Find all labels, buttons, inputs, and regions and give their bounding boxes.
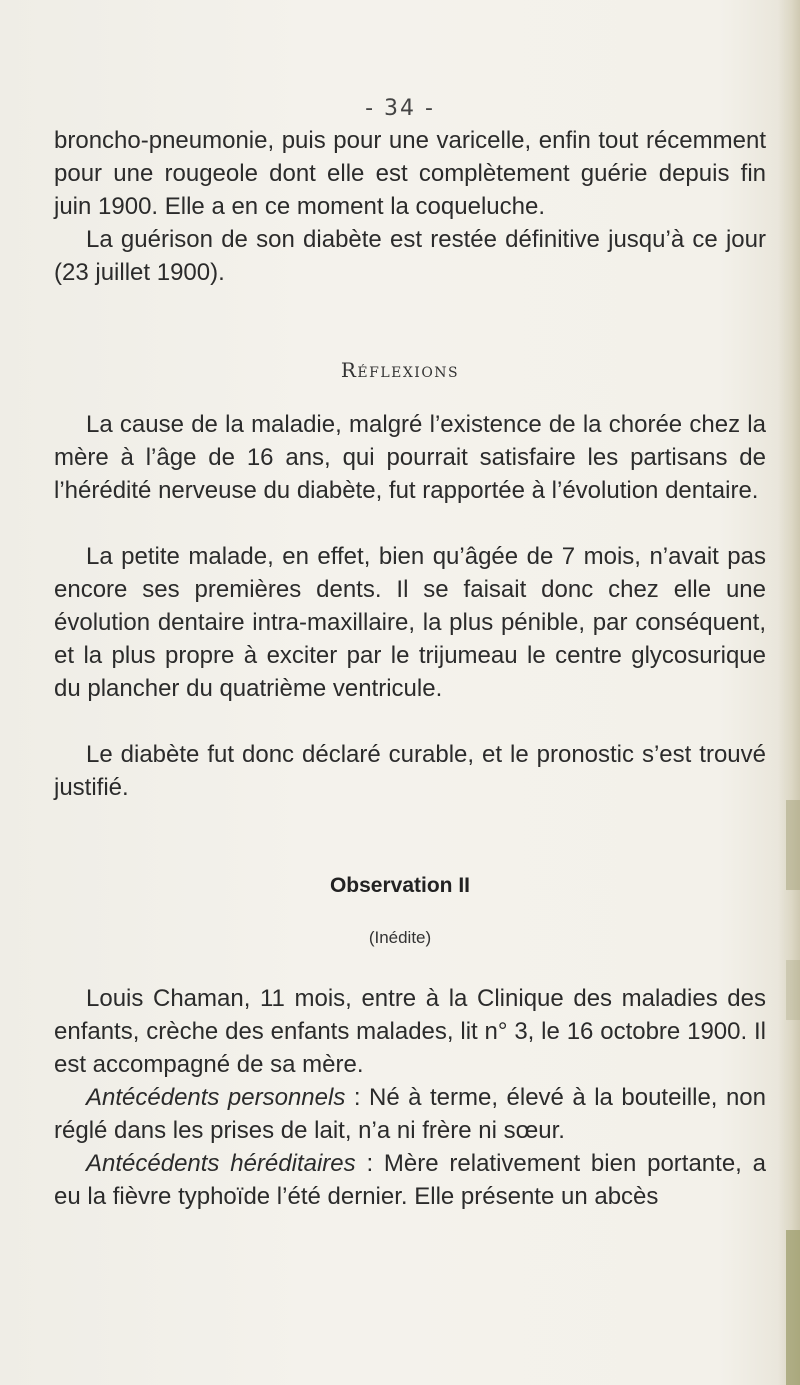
reflexions-paragraph-1: La cause de la maladie, malgré l’existence de la chorée chez la mère à l’âge de 16 ans, qui pourrait satisfaire les partisans de l’hérédité nerveuse du diabète, fut rapportée à l’évolution dentaire. [54, 411, 766, 504]
section-heading-observation: Observation II [329, 874, 471, 897]
reflexions-paragraph-3: Le diabète fut donc déclaré curable, et le pronostic s’est trouvé justifié. [54, 741, 766, 801]
page-stain [786, 960, 800, 1020]
antecedents-hereditaires-label: Antécédents héréditaires [86, 1150, 356, 1177]
antecedents-personnels-label: Antécédents personnels [86, 1084, 346, 1111]
page-number: - 34 - [365, 96, 435, 121]
intro-paragraph-1: broncho-pneumonie, puis pour une varicelle, enfin tout récemment pour une rougeole dont elle est complètement guérie depuis fin juin 1900. Elle a en ce moment la coqueluche. [54, 127, 766, 220]
intro-paragraph-2: La guérison de son diabète est restée définitive jusqu’à ce jour (23 juillet 1900). [54, 226, 766, 286]
antecedents-personnels-text: : Né à terme, élevé à la bouteille, non réglé dans les prises de lait, n’a ni frère ni sœur. [54, 1084, 766, 1144]
antecedents-hereditaires-text: : Mère relativement bien portante, a eu la fièvre typhoïde l’été dernier. Elle présente un abcès [54, 1150, 766, 1210]
section-subheading-inedite: (Inédite) [368, 928, 432, 947]
observation-paragraph-2 [54, 1081, 766, 1147]
observation-paragraph-3 [54, 1147, 766, 1213]
section-heading-reflexions: Réflexions [340, 358, 460, 382]
page-edge-shadow [778, 0, 800, 1385]
page-stain [786, 1230, 800, 1385]
observation-paragraph-1: Louis Chaman, 11 mois, entre à la Clinique des maladies des enfants, crèche des enfants malades, lit n° 3, le 16 octobre 1900. Il est accompagné de sa mère. [54, 985, 766, 1078]
reflexions-paragraph-2: La petite malade, en effet, bien qu’âgée de 7 mois, n’avait pas encore ses premières dents. Il se faisait donc chez elle une évolution dentaire intra-maxillaire, la plus pénible, par conséquent, et la plus propre à exciter par le trijumeau le centre glycosurique du plancher du quatrième ventricule. [54, 543, 766, 702]
